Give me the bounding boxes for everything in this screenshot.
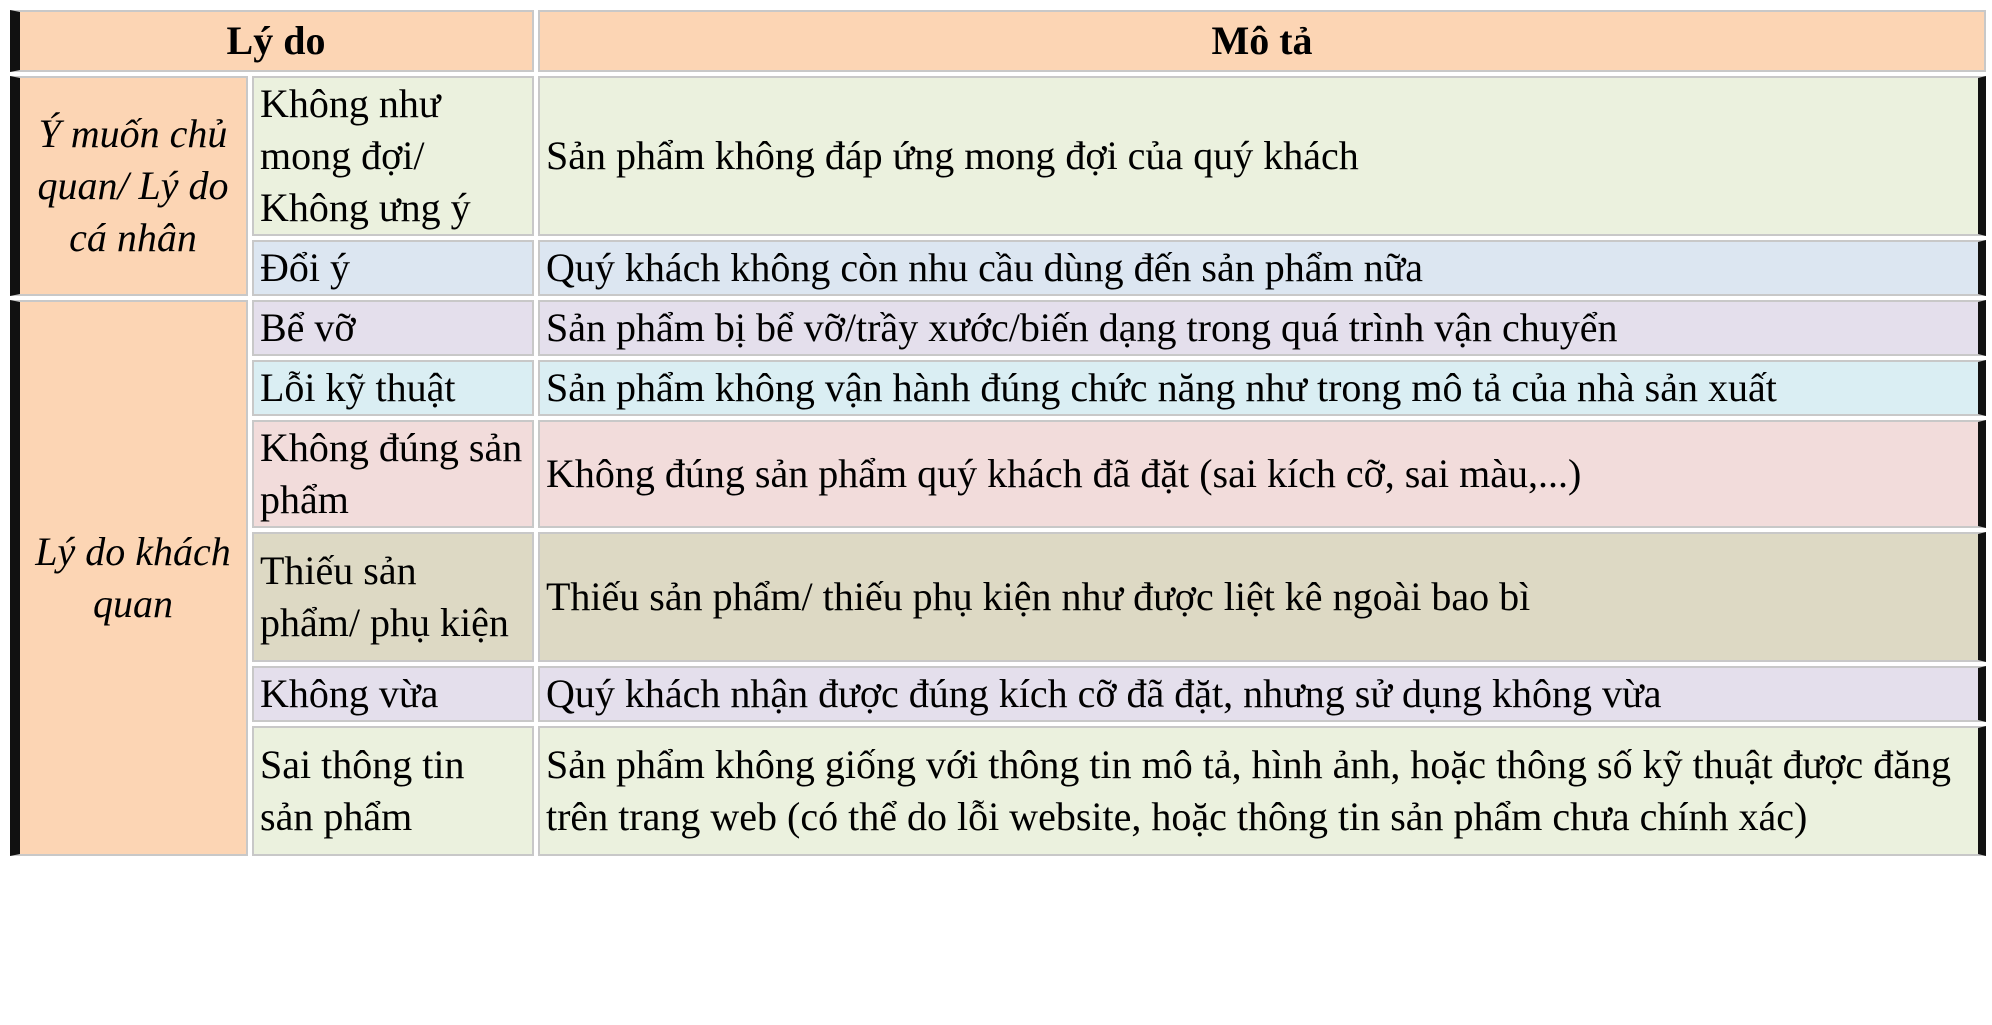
description-cell: Quý khách không còn nhu cầu dùng đến sản phẩm nữa [538,240,1986,296]
table-row [10,666,1986,722]
table-body [10,76,1986,856]
description-cell: Sản phẩm không giống với thông tin mô tả, hình ảnh, hoặc thông số kỹ thuật được đăng trên trang web (có thể do lỗi website, hoặc thông tin sản phẩm chưa chính xác) [538,726,1986,856]
header-description: Mô tả [538,10,1986,72]
description-cell: Quý khách nhận được đúng kích cỡ đã đặt, nhưng sử dụng không vừa [538,666,1986,722]
group-label: Ý muốn chủ quan/ Lý do cá nhân [10,76,248,296]
description-cell: Sản phẩm bị bể vỡ/trầy xước/biến dạng trong quá trình vận chuyển [538,300,1986,356]
reason-cell: Không vừa [252,666,534,722]
table-row [10,300,1986,356]
reason-cell: Sai thông tin sản phẩm [252,726,534,856]
table-row [10,532,1986,662]
reason-cell: Không đúng sản phẩm [252,420,534,528]
description-cell: Sản phẩm không đáp ứng mong đợi của quý khách [538,76,1986,236]
reason-cell: Lỗi kỹ thuật [252,360,534,416]
group-label: Lý do khách quan [10,300,248,856]
table-row [10,726,1986,856]
table-row [10,240,1986,296]
header-row [10,10,1986,72]
reason-cell: Thiếu sản phẩm/ phụ kiện [252,532,534,662]
header-reason: Lý do [10,10,534,72]
table-row [10,76,1986,236]
description-cell: Sản phẩm không vận hành đúng chức năng như trong mô tả của nhà sản xuất [538,360,1986,416]
reason-cell: Không như mong đợi/ Không ưng ý [252,76,534,236]
return-reasons-table [6,6,1990,860]
reason-cell: Đổi ý [252,240,534,296]
reason-cell: Bể vỡ [252,300,534,356]
description-cell: Không đúng sản phẩm quý khách đã đặt (sai kích cỡ, sai màu,...) [538,420,1986,528]
table-row [10,360,1986,416]
description-cell: Thiếu sản phẩm/ thiếu phụ kiện như được liệt kê ngoài bao bì [538,532,1986,662]
table-row [10,420,1986,528]
